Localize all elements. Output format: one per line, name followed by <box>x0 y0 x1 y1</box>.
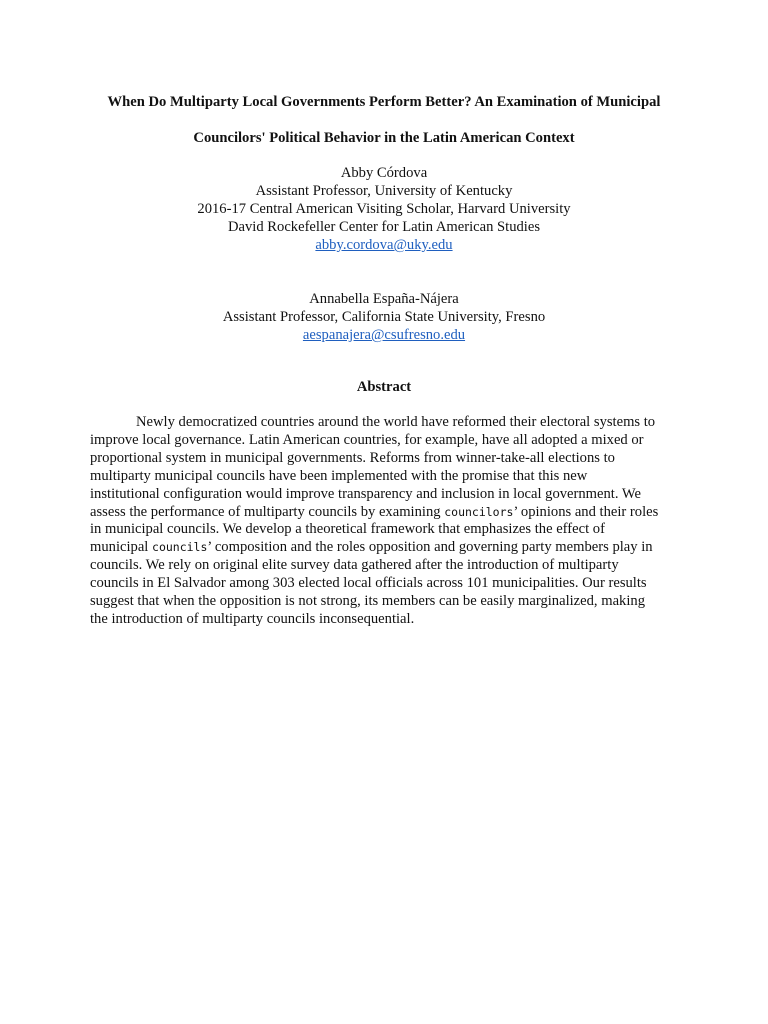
author-1-position: Assistant Professor, University of Kentucky <box>255 183 513 199</box>
abstract-line: suggest that when the opposition is not strong, its members can be easily marginalized, making <box>90 593 646 610</box>
abstract-line: councils. We rely on original elite survey data gathered after the introduction of multiparty <box>90 557 619 574</box>
author-1-email-link[interactable]: abby.cordova@uky.edu <box>315 237 453 253</box>
author-1-email-line <box>60 236 708 254</box>
abstract-line: institutional configuration would improve transparency and inclusion in local government. We <box>90 485 641 502</box>
abstract-text: ’ composition and the roles opposition and governing party members play in <box>207 539 653 556</box>
abstract-line: in municipal councils. We develop a theoretical framework that emphasizes the effect of <box>90 521 605 538</box>
abstract-line: proportional system in municipal governments. Reforms from winner-take-all elections to <box>90 449 615 466</box>
abstract-line: multiparty municipal councils have been implemented with the promise that this new <box>90 467 588 484</box>
abstract-text: municipal <box>90 539 153 556</box>
abstract-line: improve local governance. Latin American countries, for example, have all adopted a mixed or <box>90 431 644 448</box>
author-1-center: David Rockefeller Center for Latin American Studies <box>227 219 541 235</box>
abstract-line: the introduction of multiparty councils inconsequential. <box>90 610 415 627</box>
abstract-line: councils in El Salvador among 303 elected local officials across 101 municipalities. Our results <box>90 575 647 592</box>
author-2-position: Assistant Professor, California State University, Fresno <box>222 309 546 325</box>
abstract-text: ’ opinions and their roles <box>513 503 659 520</box>
author-2-name: Annabella España-Nájera <box>309 291 459 307</box>
abstract-line <box>90 504 680 522</box>
abstract-text: assess the performance of multiparty councils by examining <box>90 503 445 520</box>
author-1-name: Abby Córdova <box>340 165 428 181</box>
author-gap <box>60 254 708 290</box>
abstract-heading: Abstract <box>356 379 412 395</box>
author-2-email-link[interactable]: aespanajera@csufresno.edu <box>302 327 466 343</box>
paper-title-line-2: Councilors' Political Behavior in the Latin American Context <box>193 130 575 146</box>
abstract-line: Newly democratized countries around the world have reformed their electoral systems to <box>136 414 656 430</box>
abstract-text-mono: councilors <box>444 504 514 519</box>
abstract-body <box>90 414 680 629</box>
author-2-email-line <box>60 326 708 344</box>
author-1-visiting: 2016-17 Central American Visiting Scholar, Harvard University <box>197 201 571 217</box>
author-block <box>60 164 708 344</box>
paper-title-line-1: When Do Multiparty Local Governments Perform Better? An Examination of Municipal <box>107 94 661 110</box>
abstract-text-mono: councils <box>152 540 208 555</box>
abstract-line <box>90 539 680 557</box>
